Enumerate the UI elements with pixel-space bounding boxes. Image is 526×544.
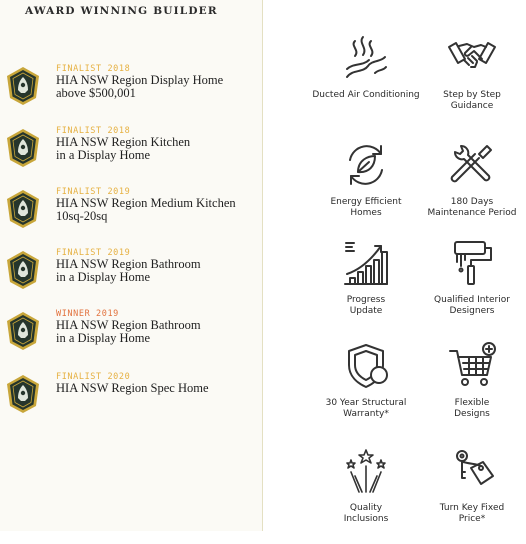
feature-label: Quality Inclusions bbox=[343, 503, 389, 524]
feature-fixed-price bbox=[411, 446, 526, 544]
feature-label: Step by Step Guidance bbox=[443, 90, 501, 111]
fireworks-icon bbox=[341, 446, 391, 496]
award-item bbox=[6, 309, 258, 359]
feature-label: Ducted Air Conditioning bbox=[312, 90, 420, 100]
handshake-icon bbox=[447, 33, 497, 83]
feature-progress bbox=[305, 238, 427, 336]
feature-label: Turn Key Fixed Price* bbox=[439, 503, 505, 524]
progress-chart-icon bbox=[341, 238, 391, 288]
shield-icon bbox=[341, 341, 391, 391]
award-status: WINNER 2019 bbox=[56, 309, 119, 319]
award-title: HIA NSW Region Bathroom in a Display Home bbox=[56, 318, 201, 345]
award-status: FINALIST 2019 bbox=[56, 187, 131, 197]
award-item bbox=[6, 248, 258, 298]
feature-energy bbox=[305, 140, 427, 238]
feature-guidance bbox=[411, 33, 526, 131]
award-title: HIA NSW Region Spec Home bbox=[56, 381, 209, 395]
award-item bbox=[6, 372, 258, 422]
award-item bbox=[6, 126, 258, 176]
award-title: HIA NSW Region Bathroom in a Display Home bbox=[56, 257, 201, 284]
award-badge-icon bbox=[6, 311, 40, 351]
shopping-cart-icon bbox=[447, 341, 497, 391]
award-badge-icon bbox=[6, 250, 40, 290]
feature-label: Progress Update bbox=[346, 295, 386, 316]
award-badge-icon bbox=[6, 66, 40, 106]
paint-roller-icon bbox=[447, 238, 497, 288]
feature-designers bbox=[411, 238, 526, 336]
feature-label: Flexible Designs bbox=[454, 398, 490, 419]
energy-cycle-icon bbox=[341, 140, 391, 190]
column-divider bbox=[262, 0, 263, 531]
tools-icon bbox=[447, 140, 497, 190]
awards-heading: AWARD WINNING BUILDER bbox=[25, 5, 218, 17]
key-tag-icon bbox=[447, 446, 497, 496]
feature-flexible bbox=[411, 341, 526, 439]
award-title: HIA NSW Region Medium Kitchen 10sq-20sq bbox=[56, 196, 236, 223]
ducted-air-icon bbox=[341, 33, 391, 83]
feature-label: Energy Efficient Homes bbox=[330, 197, 402, 218]
award-badge-icon bbox=[6, 128, 40, 168]
feature-ducted-air bbox=[305, 33, 427, 131]
feature-label: 180 Days Maintenance Period bbox=[427, 197, 517, 218]
award-status: FINALIST 2018 bbox=[56, 126, 131, 136]
feature-label: 30 Year Structural Warranty* bbox=[325, 398, 407, 419]
award-title: HIA NSW Region Display Home above $500,001 bbox=[56, 73, 224, 100]
award-item bbox=[6, 187, 258, 237]
award-status: FINALIST 2020 bbox=[56, 372, 131, 382]
award-item bbox=[6, 64, 258, 114]
feature-inclusions bbox=[305, 446, 427, 544]
award-badge-icon bbox=[6, 374, 40, 414]
feature-warranty bbox=[305, 341, 427, 439]
award-status: FINALIST 2018 bbox=[56, 64, 131, 74]
feature-maintenance bbox=[411, 140, 526, 238]
award-badge-icon bbox=[6, 189, 40, 229]
award-title: HIA NSW Region Kitchen in a Display Home bbox=[56, 135, 191, 162]
award-status: FINALIST 2019 bbox=[56, 248, 131, 258]
feature-label: Qualified Interior Designers bbox=[434, 295, 510, 316]
